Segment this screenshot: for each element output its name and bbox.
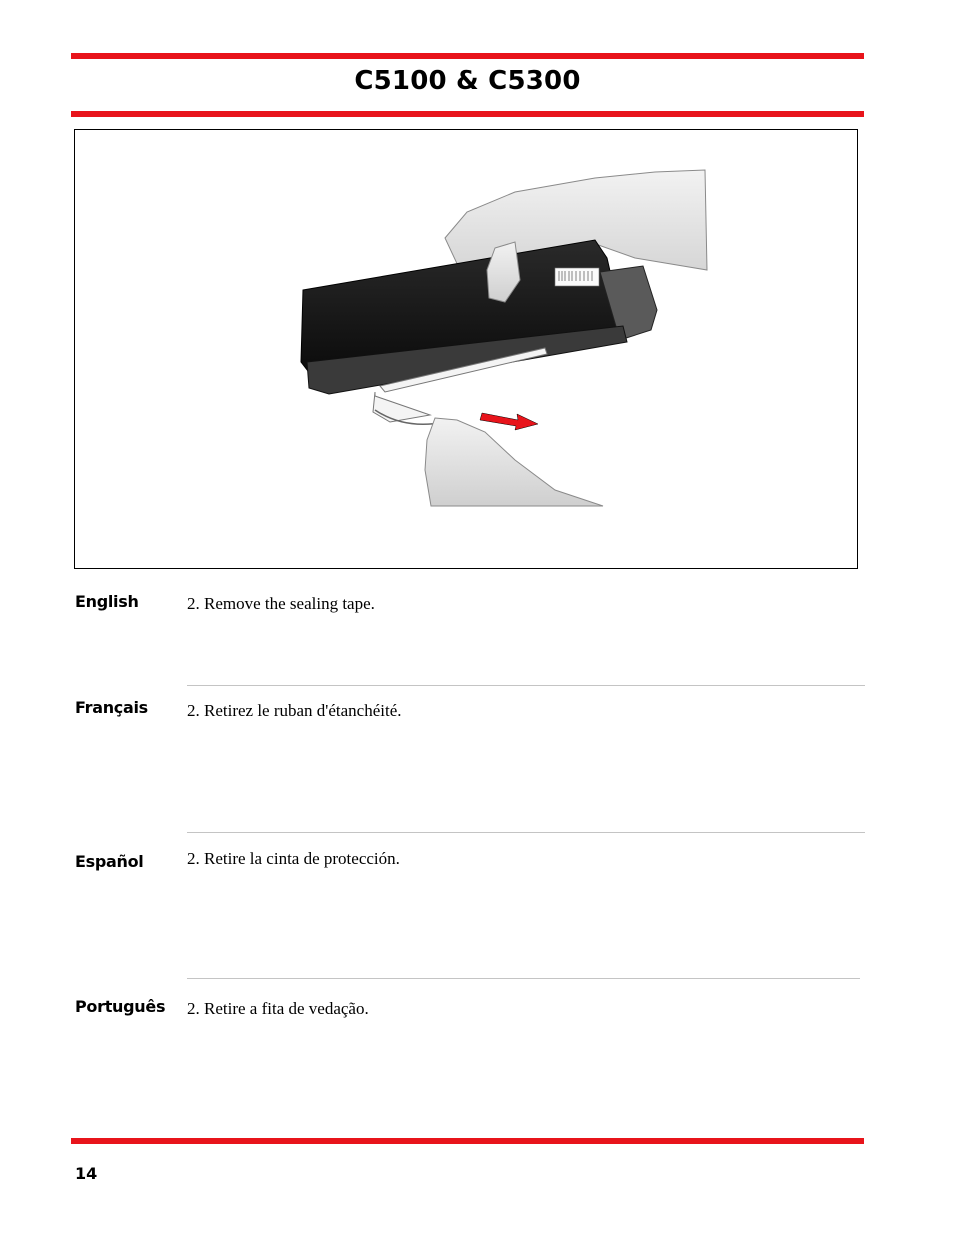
section-separator bbox=[187, 685, 865, 686]
footer-rule bbox=[71, 1138, 864, 1144]
instruction-english: 2. Remove the sealing tape. bbox=[187, 594, 375, 613]
instruction-french: 2. Retirez le ruban d'étanchéité. bbox=[187, 701, 402, 720]
page-title: C5100 & C5300 bbox=[354, 66, 581, 96]
lower-hand bbox=[425, 418, 603, 506]
pull-direction-arrow bbox=[480, 413, 538, 430]
instruction-portuguese: 2. Retire a fita de vedação. bbox=[187, 999, 369, 1018]
language-label-english: English bbox=[75, 592, 139, 611]
page-number: 14 bbox=[75, 1164, 98, 1183]
toner-cartridge-figure bbox=[74, 129, 858, 569]
section-separator bbox=[187, 978, 860, 979]
language-label-portuguese: Português bbox=[75, 997, 166, 1016]
language-label-spanish: Español bbox=[75, 852, 144, 871]
language-label-french: Français bbox=[75, 698, 148, 717]
cartridge-illustration bbox=[75, 130, 856, 567]
instruction-spanish: 2. Retire la cinta de protección. bbox=[187, 849, 400, 868]
barcode-label bbox=[555, 268, 599, 286]
header-top-rule bbox=[71, 53, 864, 59]
header-bottom-rule bbox=[71, 111, 864, 117]
section-separator bbox=[187, 832, 865, 833]
